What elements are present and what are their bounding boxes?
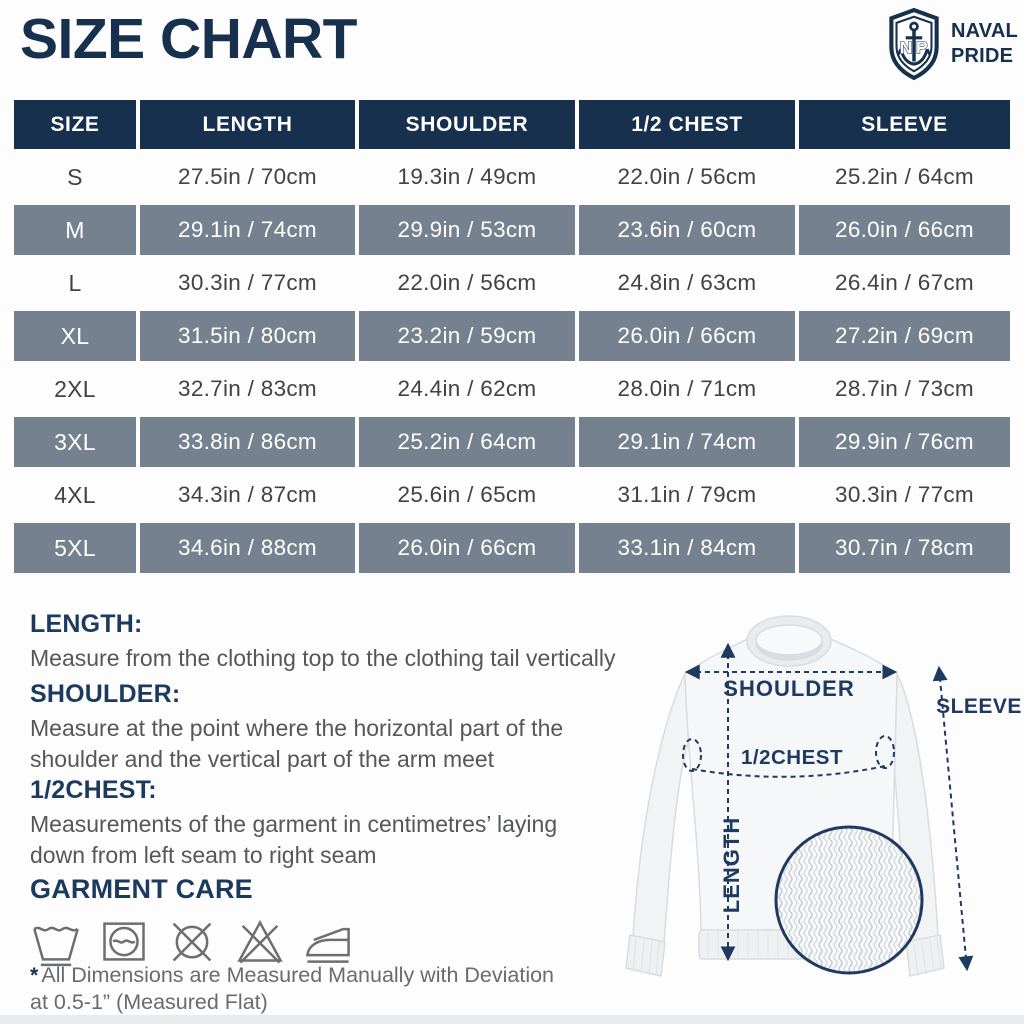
- svg-text:P: P: [916, 37, 928, 58]
- footnote-marker: *: [30, 963, 39, 987]
- footnote: [30, 962, 554, 1016]
- sweater-diagram: [608, 588, 1024, 1024]
- column-header-sleeve: SLEEVE: [799, 100, 1010, 149]
- value-cell: 22.0in / 56cm: [397, 270, 537, 295]
- value-cell: 34.3in / 87cm: [178, 482, 317, 507]
- value-cell: 30.3in / 77cm: [835, 482, 974, 507]
- size-cell: 2XL: [54, 375, 96, 402]
- value-cell: 29.9in / 76cm: [799, 417, 1010, 467]
- column-header-size: SIZE: [14, 100, 136, 149]
- size-cell: 5XL: [14, 523, 136, 573]
- svg-text:N: N: [899, 37, 913, 58]
- guide-length-section: [30, 610, 690, 674]
- value-cell: 30.7in / 78cm: [799, 523, 1010, 573]
- value-cell: 19.3in / 49cm: [397, 164, 537, 189]
- value-cell: 26.4in / 67cm: [835, 270, 974, 295]
- garment-care-icons: [30, 915, 354, 967]
- value-cell: 30.3in / 77cm: [178, 270, 317, 295]
- value-cell: 27.2in / 69cm: [799, 311, 1010, 361]
- bottom-edge-strip: [0, 1015, 1024, 1024]
- guide-half-chest-section: [30, 776, 600, 871]
- garment-care-heading: GARMENT CARE: [30, 874, 253, 904]
- guide-half-chest-label: 1/2CHEST:: [30, 776, 157, 804]
- value-cell: 25.2in / 64cm: [359, 417, 575, 467]
- value-cell: 23.6in / 60cm: [579, 205, 795, 255]
- value-cell: 33.1in / 84cm: [579, 523, 795, 573]
- diagram-half-chest-label: 1/2CHEST: [741, 746, 843, 769]
- value-cell: 26.0in / 66cm: [799, 205, 1010, 255]
- value-cell: 26.0in / 66cm: [579, 311, 795, 361]
- value-cell: 28.0in / 71cm: [617, 376, 757, 401]
- value-cell: 27.5in / 70cm: [178, 164, 317, 189]
- value-cell: 34.6in / 88cm: [140, 523, 355, 573]
- guide-length-text: Measure from the clothing top to the clothing tail vertically: [30, 645, 616, 671]
- brand-line-2: PRIDE: [951, 45, 1014, 67]
- value-cell: 33.8in / 86cm: [140, 417, 355, 467]
- value-cell: 26.0in / 66cm: [359, 523, 575, 573]
- size-table: [14, 100, 1010, 573]
- diagram-shoulder-label: SHOULDER: [723, 676, 855, 701]
- size-cell: XL: [14, 311, 136, 361]
- guide-shoulder-label: SHOULDER:: [30, 680, 181, 708]
- guide-shoulder-text: Measure at the point where the horizontal part of the shoulder and the vertical part of the arm meet: [30, 715, 564, 772]
- brand-logo: [882, 8, 1018, 80]
- size-cell: M: [14, 205, 136, 255]
- page-title: SIZE CHART: [20, 7, 357, 71]
- ntp-shield-anchor-icon: [882, 8, 946, 80]
- size-cell: 3XL: [14, 417, 136, 467]
- value-cell: 31.1in / 79cm: [617, 482, 757, 507]
- value-cell: 29.1in / 74cm: [579, 417, 795, 467]
- diagram-length-label: LENGTH: [719, 816, 744, 914]
- garment-care-section: [30, 874, 354, 967]
- value-cell: 25.2in / 64cm: [835, 164, 974, 189]
- value-cell: 32.7in / 83cm: [178, 376, 317, 401]
- footnote-line-2: at 0.5-1” (Measured Flat): [30, 990, 268, 1014]
- column-header-shoulder: SHOULDER: [359, 100, 575, 149]
- value-cell: 31.5in / 80cm: [140, 311, 355, 361]
- value-cell: 24.4in / 62cm: [397, 376, 537, 401]
- do-not-bleach-icon: [234, 915, 286, 967]
- value-cell: 28.7in / 73cm: [835, 376, 974, 401]
- brand-line-1: NAVAL: [951, 20, 1018, 42]
- value-cell: 29.1in / 74cm: [140, 205, 355, 255]
- diagram-sleeve-label: SLEEVE: [936, 695, 1022, 718]
- guide-half-chest-text: Measurements of the garment in centimetres’ laying down from left seam to right seam: [30, 811, 558, 868]
- value-cell: 29.9in / 53cm: [359, 205, 575, 255]
- value-cell: 24.8in / 63cm: [617, 270, 757, 295]
- fabric-swatch-circle: [776, 827, 922, 973]
- iron-icon: [302, 915, 354, 967]
- gentle-wash-icon: [30, 915, 82, 967]
- value-cell: 22.0in / 56cm: [617, 164, 757, 189]
- brand-name: [951, 19, 1018, 69]
- footnote-line-1: * All Dimensions are Measured Manually with Deviation: [30, 963, 555, 987]
- column-header-length: LENGTH: [140, 100, 355, 149]
- value-cell: 25.6in / 65cm: [397, 482, 537, 507]
- size-cell: 4XL: [54, 481, 96, 508]
- do-not-dry-clean-icon: [166, 915, 218, 967]
- guide-shoulder-section: [30, 680, 630, 775]
- guide-length-label: LENGTH:: [30, 610, 143, 638]
- size-cell: L: [68, 269, 82, 296]
- column-header-half-chest: 1/2 CHEST: [579, 100, 795, 149]
- tumble-dry-icon: [98, 915, 150, 967]
- value-cell: 23.2in / 59cm: [359, 311, 575, 361]
- size-cell: S: [67, 163, 83, 190]
